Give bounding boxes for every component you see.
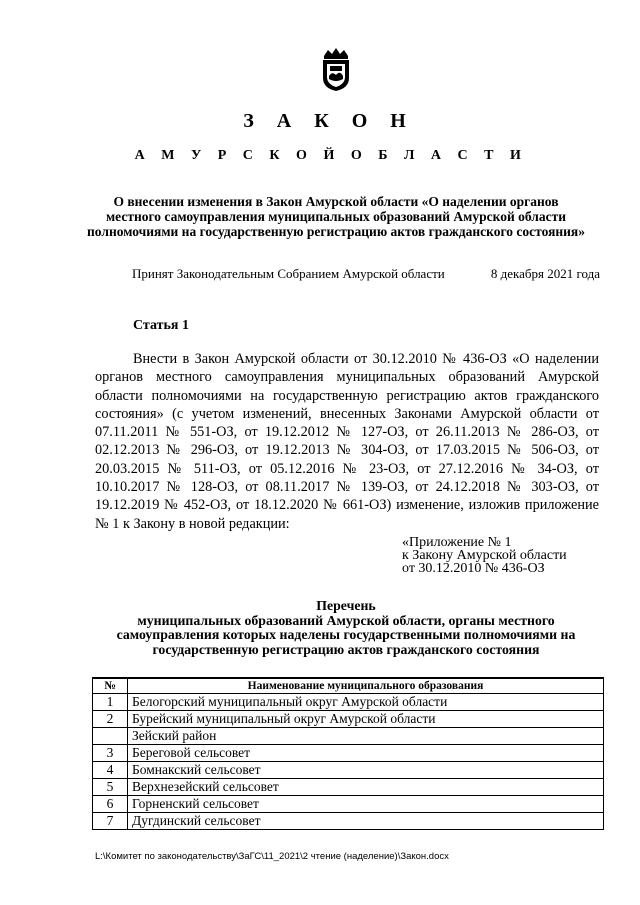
table-header-row: [93, 678, 604, 694]
table-row: [93, 728, 604, 745]
table-row: [93, 796, 604, 813]
adopted-by: Принят Законодательным Собранием Амурской области: [132, 266, 445, 281]
row-number: 6: [93, 796, 128, 813]
coat-of-arms-icon: [318, 46, 354, 92]
municipalities-table: [92, 677, 604, 830]
file-path-footer: L:\Комитет по законодательству\ЗаГС\11_2021\2 чтение (наделение)\Закон.docx: [95, 851, 449, 862]
row-name: Зейский район: [128, 728, 604, 745]
row-name: Береговой сельсовет: [128, 745, 604, 762]
row-name: Белогорский муниципальный округ Амурской области: [128, 694, 604, 711]
document-subtitle: А М У Р С К О Й О Б Л А С Т И: [134, 148, 528, 163]
row-number: 1: [93, 694, 128, 711]
table-row: [93, 694, 604, 711]
article-body: [95, 350, 599, 533]
row-number: 4: [93, 762, 128, 779]
table-row: [93, 779, 604, 796]
document-title: З А К О Н: [243, 110, 415, 132]
appendix-line-2: к Закону Амурской области: [402, 548, 567, 563]
list-title-description: муниципальных образований Амурской области, органы местного самоуправления которых наделены государственными полномочиями на государственную регистрацию актов гражданского состояния: [116, 612, 576, 657]
article-heading: Статья 1: [133, 318, 189, 333]
adoption-line: [132, 266, 600, 282]
article-text: Внести в Закон Амурской области от 30.12.2010 № 436-ОЗ «О наделении органов местного самоуправления муниципальных образований Амурской области полномочиями на государственную регистрацию актов гражданского состояния» (с учетом изменений, внесенных Законами Амурской области от 07.11.2011 № 551-ОЗ, от 19.12.2012 № 127-ОЗ, от 26.11.2013 № 286-ОЗ, от 02.12.2013 № 296-ОЗ, от 19.12.2013 № 304-ОЗ, от 17.03.2015 № 506-ОЗ, от 20.03.2015 № 511-ОЗ, от 05.12.2016 № 23-ОЗ, от 27.12.2016 № 34-ОЗ, от 10.10.2017 № 128-ОЗ, от 08.11.2017 № 139-ОЗ, от 24.12.2018 № 303-ОЗ, от 19.12.2019 № 452-ОЗ, от 18.12.2020 № 661-ОЗ) изменение, изложив приложение № 1 к Закону в новой редакции:: [95, 351, 599, 532]
table-row: [93, 745, 604, 762]
table-row: [93, 762, 604, 779]
appendix-note: [402, 536, 567, 575]
list-title-heading: Перечень: [316, 598, 376, 613]
row-number: [93, 728, 128, 745]
list-title: [86, 599, 606, 657]
row-number: 7: [93, 813, 128, 830]
row-name: Горненский сельсовет: [128, 796, 604, 813]
row-name: Бомнакский сельсовет: [128, 762, 604, 779]
table-row: [93, 813, 604, 830]
row-number: 2: [93, 711, 128, 728]
appendix-line-3: от 30.12.2010 № 436-ОЗ: [402, 561, 545, 576]
column-header-name: Наименование муниципального образования: [128, 678, 604, 694]
row-name: Дугдинский сельсовет: [128, 813, 604, 830]
row-number: 3: [93, 745, 128, 762]
row-number: 5: [93, 779, 128, 796]
row-name: Верхнезейский сельсовет: [128, 779, 604, 796]
appendix-line-1: «Приложение № 1: [402, 535, 512, 550]
row-name: Бурейский муниципальный округ Амурской области: [128, 711, 604, 728]
column-header-number: №: [93, 678, 128, 694]
law-name: О внесении изменения в Закон Амурской области «О наделении органов местного самоуправления муниципальных образований Амурской области полномочиями на государственную регистрацию актов гражданского состояния»: [87, 194, 585, 239]
table-row: [93, 711, 604, 728]
adopted-date: 8 декабря 2021 года: [490, 266, 600, 281]
